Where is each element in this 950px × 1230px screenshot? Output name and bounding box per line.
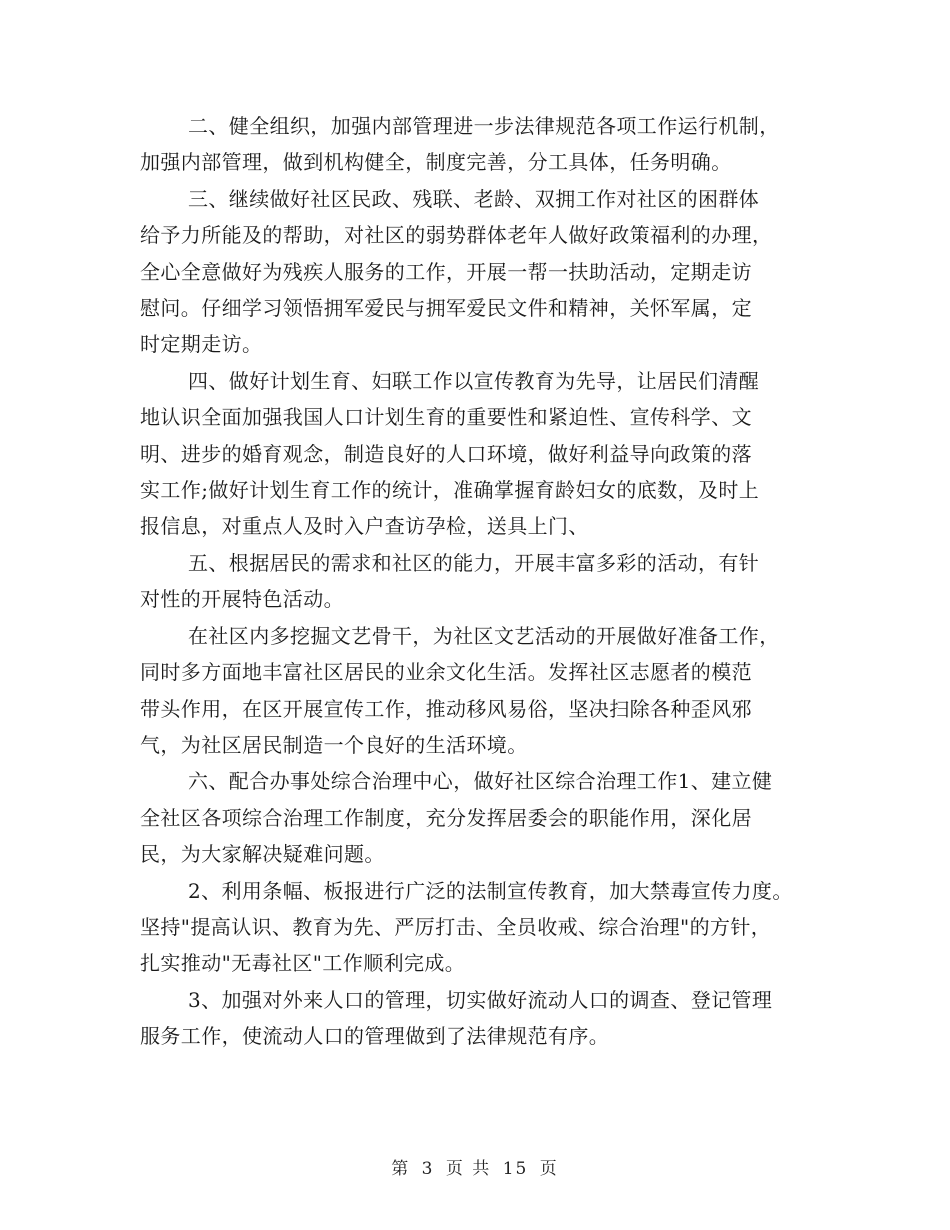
document-body	[140, 108, 820, 1055]
paragraph-line: 3、加强对外来人口的管理，切实做好流动人口的调查、登记管理	[188, 987, 773, 1012]
footer-current-page: 3	[421, 1159, 435, 1179]
paragraph-line: 服务工作，使流动人口的管理做到了法律规范有序。	[140, 1024, 610, 1049]
paragraph-line: 气，为社区居民制造一个良好的生活环境。	[140, 732, 528, 757]
paragraph-line: 实工作;做好计划生育工作的统计，准确掌握育龄妇女的底数，及时上	[140, 478, 760, 503]
paragraph-line: 慰问。仔细学习领悟拥军爱民与拥军爱民文件和精神，关怀军属，定	[140, 296, 752, 321]
paragraph-line: 时定期走访。	[140, 332, 263, 357]
paragraph-line: 同时多方面地丰富社区居民的业余文化生活。发挥社区志愿者的模范	[140, 660, 752, 685]
paragraph-line: 对性的开展特色活动。	[140, 587, 344, 612]
paragraph-3-civil-affairs	[140, 181, 820, 363]
paragraph-line: 给予力所能及的帮助，对社区的弱势群体老年人做好政策福利的办理，	[140, 223, 773, 248]
paragraph-line: 三、继续做好社区民政、残联、老龄、双拥工作对社区的困群体	[188, 186, 760, 211]
paragraph-5-activities	[140, 545, 820, 618]
paragraph-line: 2、利用条幅、板报进行广泛的法制宣传教育，加大禁毒宣传力度。	[188, 878, 793, 903]
footer-middle: 页 共	[445, 1159, 492, 1179]
paragraph-4-family-planning	[140, 363, 820, 545]
paragraph-line: 明、进步的婚育观念，制造良好的人口环境，做好利益导向政策的落	[140, 441, 752, 466]
paragraph-line: 民，为大家解决疑难问题。	[140, 842, 385, 867]
page-number-footer	[0, 1154, 950, 1179]
paragraph-line: 六、配合办事处综合治理中心，做好社区综合治理工作1、建立健	[188, 769, 773, 794]
paragraph-line: 全心全意做好为残疾人服务的工作，开展一帮一扶助活动，定期走访	[140, 259, 752, 284]
paragraph-migrant-management	[140, 982, 820, 1055]
paragraph-line: 带头作用，在区开展宣传工作，推动移风易俗，坚决扫除各种歪风邪	[140, 696, 752, 721]
paragraph-line: 二、健全组织，加强内部管理进一步法律规范各项工作运行机制，	[188, 114, 780, 138]
paragraph-culture	[140, 618, 820, 764]
paragraph-line: 四、做好计划生育、妇联工作以宣传教育为先导，让居民们清醒	[188, 368, 760, 393]
paragraph-line: 五、根据居民的需求和社区的能力，开展丰富多彩的活动，有针	[188, 550, 760, 575]
paragraph-line: 扎实推动"无毒社区"工作顺利完成。	[140, 951, 466, 976]
paragraph-6-governance	[140, 763, 820, 872]
footer-prefix: 第	[391, 1159, 411, 1179]
paragraph-2-organization	[140, 108, 820, 181]
paragraph-line: 在社区内多挖掘文艺骨干，为社区文艺活动的开展做好准备工作，	[188, 623, 780, 648]
paragraph-line: 地认识全面加强我国人口计划生育的重要性和紧迫性、宣传科学、文	[140, 405, 752, 430]
footer-total-pages: 15	[502, 1159, 529, 1179]
footer-suffix: 页	[539, 1159, 559, 1179]
paragraph-anti-drug	[140, 873, 820, 982]
paragraph-line: 全社区各项综合治理工作制度，充分发挥居委会的职能作用，深化居	[140, 805, 752, 830]
paragraph-line: 加强内部管理，做到机构健全，制度完善，分工具体，任务明确。	[140, 150, 732, 175]
paragraph-line: 坚持"提高认识、教育为先、严厉打击、全员收戒、综合治理"的方针，	[140, 914, 772, 939]
paragraph-line: 报信息，对重点人及时入户查访孕检，送具上门、	[140, 514, 589, 539]
